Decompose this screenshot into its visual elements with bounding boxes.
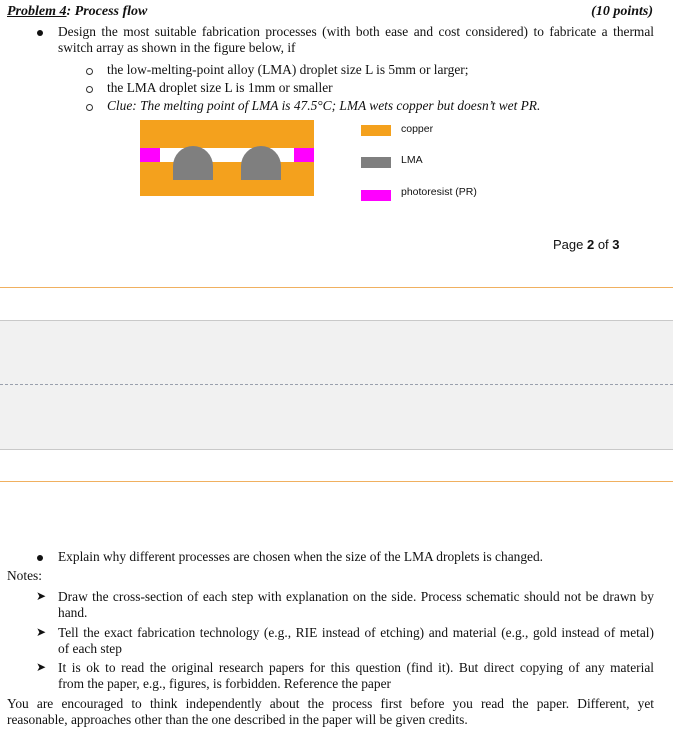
- bullet-dot: [37, 30, 43, 36]
- page-prefix: Page: [553, 237, 587, 252]
- legend-lma-label: LMA: [401, 154, 423, 166]
- note-item-3: [58, 660, 654, 692]
- closing-line-2: reasonable, approaches other than the one described in the paper will be given credits.: [7, 712, 468, 727]
- note-item-1: [58, 589, 654, 621]
- copper-top-layer: [140, 120, 314, 148]
- explain-text: Explain why different processes are chosen when the size of the LMA droplets is changed.: [58, 549, 544, 564]
- note-2-line-1: Tell the exact fabrication technology (e.g., RIE instead of etching) and material (e.g., gold instead of metal): [58, 625, 654, 640]
- note-1-line-2: hand.: [58, 605, 88, 620]
- sub-item-2: the LMA droplet size L is 1mm or smaller: [107, 80, 333, 95]
- note-3-line-1: It is ok to read the original research papers for this question (find it). But direct copying of any material: [58, 660, 654, 675]
- legend-copper-swatch: [361, 125, 391, 136]
- sub-item-clue: Clue: The melting point of LMA is 47.5°C; LMA wets copper but doesn’t wet PR.: [107, 98, 541, 113]
- problem-label: Problem 4: [7, 4, 67, 19]
- notes-heading: Notes:: [7, 568, 42, 583]
- page-break-dashed-line: [0, 384, 673, 385]
- photoresist-left: [140, 148, 160, 162]
- points-label: (10 points): [591, 4, 653, 19]
- bullet-dot: [37, 555, 43, 561]
- closing-line-1: You are encouraged to think independently about the process first before you read the paper. Different, yet: [7, 696, 654, 711]
- note-item-2: [58, 625, 654, 657]
- task-line-2: switch array as shown in the figure below, if: [58, 40, 296, 55]
- note-2-line-2: of each step: [58, 641, 122, 656]
- page-header-rule: [0, 481, 673, 482]
- sub-item-1: the low-melting-point alloy (LMA) droplet size L is 5mm or larger;: [107, 62, 469, 77]
- sub-bullet-circle: [86, 68, 93, 75]
- closing-paragraph: [7, 696, 654, 728]
- problem-title: [7, 4, 147, 20]
- arrow-bullet-icon: ➤: [36, 589, 47, 603]
- note-1-line-1: Draw the cross-section of each step with explanation on the side. Process schematic should not be drawn by: [58, 589, 654, 604]
- legend-copper-label: copper: [401, 123, 434, 135]
- sub-bullet-circle: [86, 104, 93, 111]
- page-current: 2: [586, 237, 595, 252]
- page-break-gap: [0, 320, 673, 450]
- arrow-bullet-icon: ➤: [36, 625, 47, 639]
- note-3-line-2: from the paper, e.g., figures, is forbidden. Reference the paper: [58, 676, 391, 691]
- page-number: [553, 237, 620, 252]
- task-line-1: Design the most suitable fabrication processes (with both ease and cost considered) to fabricate a thermal: [58, 24, 654, 39]
- problem-title-text: : Process flow: [66, 4, 148, 19]
- legend-pr-label: photoresist (PR): [401, 186, 477, 198]
- page-middle: of: [594, 237, 613, 252]
- legend-lma-swatch: [361, 157, 391, 168]
- sub-bullet-circle: [86, 86, 93, 93]
- arrow-bullet-icon: ➤: [36, 660, 47, 674]
- page-footer-rule: [0, 287, 673, 288]
- task-description: [58, 24, 654, 56]
- thermal-switch-figure: [140, 120, 314, 196]
- legend-pr-swatch: [361, 190, 391, 201]
- photoresist-right: [294, 148, 314, 162]
- page-total: 3: [612, 237, 620, 252]
